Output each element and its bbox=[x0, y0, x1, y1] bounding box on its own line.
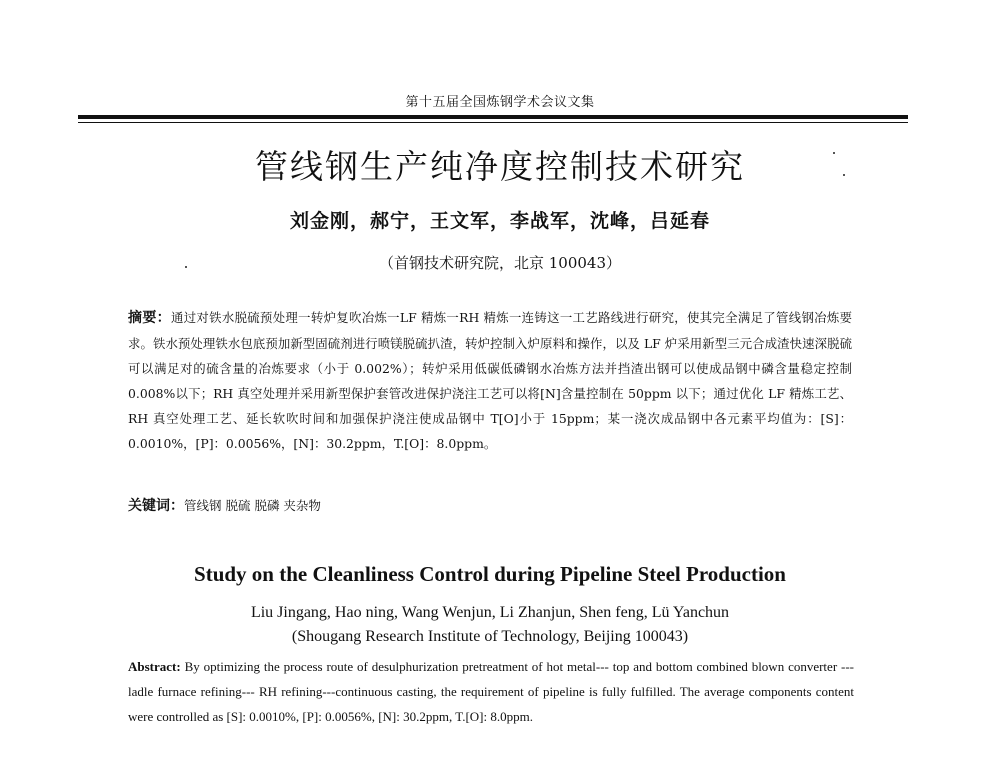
keywords-chinese bbox=[128, 495, 852, 515]
title-chinese: 管线钢生产纯净度控制技术研究 bbox=[255, 147, 745, 186]
title-english: Study on the Cleanliness Control during Pipeline Steel Production bbox=[194, 562, 786, 586]
affiliation-english: (Shougang Research Institute of Technology, Beijing 100043) bbox=[291, 628, 689, 645]
authors-chinese: 刘金刚，郝宁，王文军，李战军，沈峰，吕延春 bbox=[289, 210, 710, 232]
keywords-chinese-text: 管线钢 脱硫 脱磷 夹杂物 bbox=[184, 498, 321, 513]
abstract-english bbox=[128, 654, 854, 729]
header-rule-thin bbox=[78, 122, 908, 123]
running-head: 第十五届全国炼钢学术会议文集 bbox=[405, 95, 595, 110]
abstract-chinese bbox=[128, 305, 852, 456]
header-rule-thick bbox=[78, 115, 908, 119]
abstract-english-text: By optimizing the process route of desulphurization pretreatment of hot metal--- top and bottom combined blown converter --- ladle furnace refining--- RH refining---continuous casting, the requirement of pipeline is fully fulfilled. The average components content were controlled as [S]: 0.0010%, [P]: 0.0056%, [N]: 30.2ppm, T.[O]: 8.0ppm. bbox=[128, 659, 855, 724]
affiliation-chinese: （首钢技术研究院，北京 100043） bbox=[378, 254, 622, 272]
keywords-chinese-label: 关键词： bbox=[128, 498, 184, 514]
abstract-chinese-label: 摘要： bbox=[128, 310, 171, 326]
scan-speck bbox=[843, 174, 845, 176]
abstract-english-label: Abstract: bbox=[128, 659, 181, 674]
authors-english: Liu Jingang, Hao ning, Wang Wenjun, Li Zhanjun, Shen feng, Lü Yanchun bbox=[250, 604, 730, 621]
scan-speck bbox=[833, 152, 835, 154]
abstract-chinese-text: 通过对铁水脱硫预处理一转炉复吹冶炼一LF 精炼一RH 精炼一连铸这一工艺路线进行研究，使其完全满足了管线钢冶炼要求。铁水预处理铁水包底预加新型固硫剂进行喷镁脱硫扒渣，转炉控制入炉原料和操作，以及 LF 炉采用新型三元合成渣快速深脱硫可以满足对的硫含量的冶炼要求（小于 0.002%）；转炉采用低碳低磷钢水冶炼方法并挡渣出钢可以使成品钢中磷含量稳定控制 0.008%以下；RH 真空处理并采用新型保护套管改进保护浇注工艺可以将[N]含量控制在 50ppm 以下；通过优化 LF 精炼工艺、RH 真空处理工艺、延长软吹时间和加强保护浇注使成品钢中 T[O]小于 15ppm；某一浇次成品钢中各元素平均值为：[S]：0.0010%，[P]：0.0056%，[N]：30.2ppm，T.[O]：8.0ppm。 bbox=[128, 310, 852, 451]
scan-speck bbox=[185, 266, 187, 268]
